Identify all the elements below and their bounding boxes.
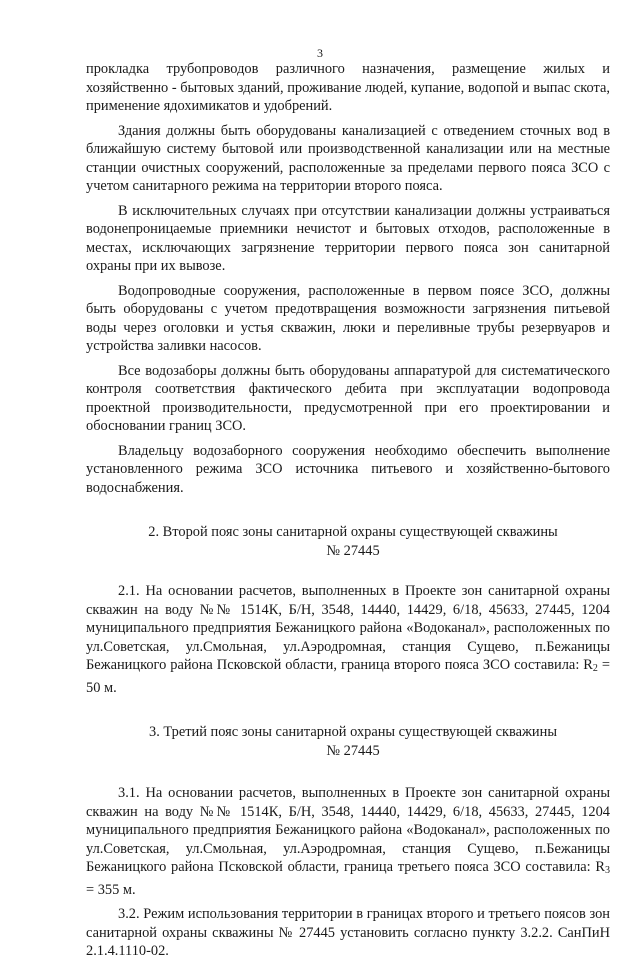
paragraph-water-structures: Водопроводные сооружения, расположенные в первом поясе ЗСО, должны быть оборудованы с учетом предотвращения возможности загрязнения питьевой воды через оголовки и устья скважин, люки и переливные трубы резервуаров и устройства заливки насосов. [86, 282, 610, 354]
paragraph-waste-receivers: В исключительных случаях при отсутствии канализации должны устраиваться водонепроницаемые приемники нечистот и бытовых отходов, расположенные в местах, исключающих загрязнение территории первого пояса зон санитарной охраны при их вывозе. [86, 202, 610, 274]
section-3-heading-line2: № 27445 [326, 742, 380, 759]
section-2-heading-line2: № 27445 [326, 542, 380, 559]
page-number: 3 [317, 46, 323, 60]
paragraph-2-1-text: 2.1. На основании расчетов, выполненных в Проекте зон санитарной охраны скважин на воду №№ 1514К, Б/Н, 3548, 14440, 14429, 6/18, 45633, 27445, 1204 муниципального предприятия Бежаницкого района «Водоканал», расположенных по ул.Советская, ул.Смольная, ул.Аэродромная, станция Сущево, п.Бежаницы Бежаницкого района Псковской области, граница второго пояса ЗСО составила: R [86, 583, 610, 673]
document-body [86, 60, 610, 961]
section-3-heading-line1: 3. Третий пояс зоны санитарной охраны существующей скважины [149, 724, 557, 740]
paragraph-sewerage: Здания должны быть оборудованы канализацией с отведением сточных вод в ближайшую систему бытовой или производственной канализации или на местные станции очистных сооружений, расположенные за пределами первого пояса ЗСО с учетом санитарного режима на территории второго пояса. [86, 122, 610, 194]
radius-3-value: = 355 м. [86, 881, 136, 898]
paragraph-3-1-text: 3.1. На основании расчетов, выполненных в Проекте зон санитарной охраны скважин на воду №№ 1514К, Б/Н, 3548, 14440, 14429, 6/18, 45633, 27445, 1204 муниципального предприятия Бежаницкого района «Водоканал», расположенных по ул.Советская, ул.Смольная, ул.Аэродромная, станция Сущево, п.Бежаницы Бежаницкого района Псковской области, граница третьего пояса ЗСО составила: R [86, 785, 610, 875]
paragraph-3-1 [86, 784, 610, 899]
section-2-heading-line1: 2. Второй пояс зоны санитарной охраны существующей скважины [148, 524, 558, 540]
radius-2-subscript: 2 [592, 663, 598, 674]
paragraph-monitoring-equipment: Все водозаборы должны быть оборудованы аппаратурой для систематического контроля соответствия фактического дебита при эксплуатации водопровода проектной производительности, предусмотренной при его проектировании и обосновании границ ЗСО. [86, 362, 610, 434]
section-3-heading [86, 723, 610, 760]
section-2-heading [86, 523, 610, 560]
paragraph-3-2: 3.2. Режим использования территории в границах второго и третьего поясов зон санитарной охраны скважины № 27445 установить согласно пункту 3.2.2. СанПиН 2.1.4.1110-02. [86, 906, 610, 959]
paragraph-2-1 [86, 582, 610, 697]
radius-2-value: = 50 м. [86, 657, 610, 696]
radius-3-subscript: 3 [605, 865, 610, 876]
paragraph-continuation: прокладка трубопроводов различного назначения, размещение жилых и хозяйственно - бытовых зданий, проживание людей, купание, водопой и выпас скота, применение ядохимикатов и удобрений. [86, 61, 610, 114]
paragraph-owner-duties: Владельцу водозаборного сооружения необходимо обеспечить выполнение установленного режима ЗСО источника питьевого и хозяйственно-бытового водоснабжения. [86, 442, 610, 496]
